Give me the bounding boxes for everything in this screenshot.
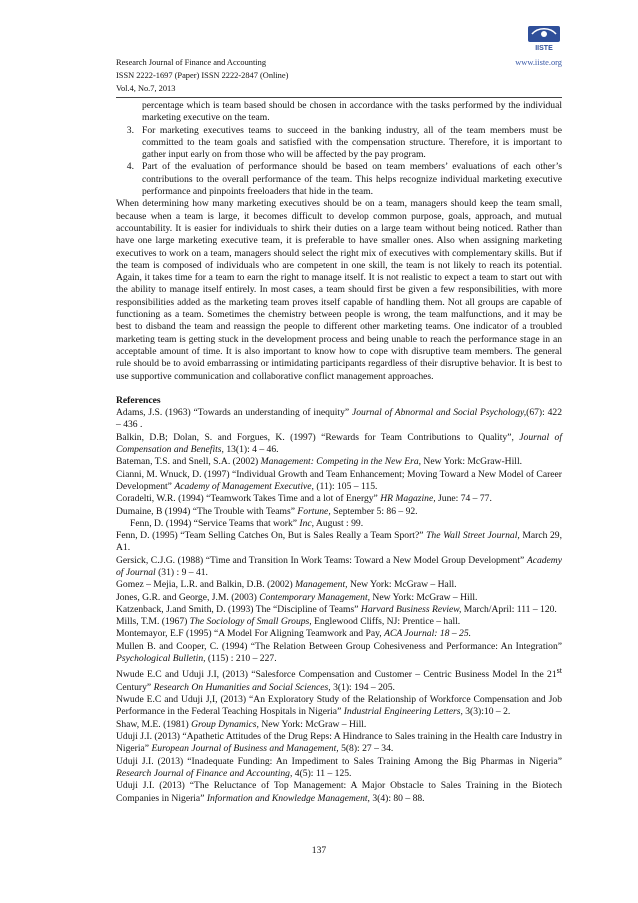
reference-item — [116, 530, 562, 555]
reference-details: 3(4): 80 – 88. — [369, 792, 425, 804]
reference-authors-title: Adams, J.S. (1963) “Towards an understanding of inequity” — [116, 407, 352, 419]
journal-url-link[interactable]: www.iiste.org — [515, 58, 562, 67]
reference-source: Psychological Bulletin, — [116, 653, 206, 665]
reference-details: New York: McGraw – Hill. — [258, 718, 367, 730]
reference-item — [116, 432, 562, 457]
reference-details: Englewood Cliffs, NJ: Prentice – hall. — [311, 616, 461, 628]
reference-item — [116, 641, 562, 666]
reference-source: Management, — [295, 579, 348, 591]
reference-authors-title: Uduji J.I. (2013) “Apathetic Attitudes of the Drug Reps: A Hindrance to Sales training in the Health care Industry in Nigeria” — [116, 731, 562, 755]
reference-details: March 29, A1. — [116, 530, 562, 554]
reference-item — [116, 579, 562, 591]
reference-details: March/April: 111 – 120. — [461, 603, 557, 615]
header-divider — [116, 97, 562, 98]
reference-details: 3(1): 194 – 205. — [330, 681, 395, 693]
reference-details: New York: McGraw-Hill. — [421, 456, 523, 468]
reference-details: (11): 105 – 115. — [313, 480, 378, 492]
reference-details: 13(1): 4 – 46. — [223, 444, 279, 456]
reference-item — [116, 555, 562, 580]
reference-item — [116, 719, 562, 731]
reference-item — [116, 731, 562, 756]
reference-item — [116, 756, 562, 781]
reference-authors-title: Shaw, M.E. (1981) — [116, 718, 192, 730]
reference-authors-title: Fenn, D. (1995) “Team Selling Catches On, But is Sales Really a Team Sport?” — [116, 530, 427, 542]
reference-details: New York: McGraw – Hall. — [347, 579, 457, 591]
reference-source: Journal of Abnormal and Social Psychology, — [351, 407, 527, 419]
reference-authors-title: Gomez – Mejia, L.R. and Balkin, D.B. (2002) — [116, 579, 296, 591]
reference-authors-title: Fenn, D. (1994) “Service Teams that work” — [130, 517, 300, 529]
reference-source: The Wall Street Journal, — [426, 530, 520, 542]
list-number: 4. — [126, 161, 134, 173]
reference-title-continued: Century” — [116, 681, 154, 693]
reference-superscript: st — [556, 666, 562, 676]
reference-item — [116, 604, 562, 616]
reference-source: HR Magazine, — [380, 493, 436, 505]
body-paragraph: When determining how many marketing executives should be on a team, managers should keep the team small, because when a team is large, it becomes difficult to develop common purpose, goals, approach, and mutual accountability. It is easier for individuals to shirk their duties on a large team without being noticed. Rather than have one large marketing executive team, it is preferable to have smaller ones. Also when assigning marketing executives to work on a team, managers should select the right mix of executives with complementary skills. But if the team is composed of individuals who are competent in one skill, the team is not likely to reach its potential. Again, it takes time for a team to earn the right to manage itself. It is not realistic to expect a team to start out with the ability to manage itself entirely. In most cases, a team should first be given a few responsibilities, with more responsibilities added as the marketing team proves itself capable of handling them. Not all groups are capable of functioning as a team. Sometimes the chemistry between people is wrong, the team malfunctions, and it may be best to disband the team and reassign the people to different other marketing teams. One indicator of a troubled marketing team is getting stuck in the development process and being unable to reach the performance stage in an acceptable amount of time. It is also important to know how to cope with disruptive team members. The general rule should be to avoid embarrassing or intimidating participants regardless of their disruptive behavior. It is best to use supportive communication and collaborative conflict management approaches. — [116, 198, 562, 382]
reference-source: Harvard Business Review, — [360, 603, 462, 615]
page-content — [116, 100, 562, 805]
reference-details: August : 99. — [314, 517, 364, 529]
reference-authors-title: Coradelti, W.R. (1994) “Teamwork Takes Time and a lot of Energy” — [116, 493, 381, 505]
journal-name: Research Journal of Finance and Accounting — [116, 58, 267, 67]
reference-authors-title: Dumaine, B (1994) “The Trouble with Teams” — [116, 505, 298, 517]
reference-source: Inc, — [299, 517, 315, 529]
reference-source: Academy of Journal — [116, 554, 562, 578]
reference-item — [116, 469, 562, 494]
reference-details: (115) : 210 – 227. — [205, 653, 277, 665]
reference-authors-title: Montemayor, E.F (1995) “A Model For Aligning Teamwork and Pay, — [116, 628, 385, 640]
reference-source: Industrial Engineering Letters, — [343, 706, 463, 718]
reference-authors-title: Mills, T.M. (1967) — [116, 616, 190, 628]
reference-source: Academy of Management Executive, — [174, 480, 314, 492]
reference-authors-title: Uduji J.I. (2013) “The Reluctance of Top Management: A Major Obstacle to Sales Training in the Biotech Companies in Nigeria” — [116, 780, 562, 804]
references-heading: References — [116, 394, 161, 406]
reference-source: Group Dynamics, — [191, 718, 259, 730]
reference-list — [116, 407, 562, 805]
list-item-4 — [116, 161, 562, 198]
reference-authors-title: Cianni, M. Wnuck, D. (1997) “Individual Growth and Team Enhancement; Moving Toward a New Model of Career Development” — [116, 468, 562, 492]
reference-item — [116, 665, 562, 694]
reference-details: 3(3):10 – 2. — [462, 706, 511, 718]
reference-source: Research Journal of Finance and Accounting, — [116, 767, 293, 779]
reference-authors-title: Nwude E.C and Uduji J,I, (2013) “An Exploratory Study of the Relationship of Workforce Compensation and Job Performance in the Federal Teaching Hospitals in Nigeria” — [116, 694, 562, 718]
reference-item — [116, 456, 562, 468]
volume-line: Vol.4, No.7, 2013 — [116, 84, 176, 93]
reference-item — [116, 592, 562, 604]
iiste-logo-icon — [526, 24, 562, 52]
issn-line: ISSN 2222-1697 (Paper) ISSN 2222-2847 (Online) — [116, 71, 289, 80]
reference-details: 4(5): 11 – 125. — [292, 767, 352, 779]
reference-source: European Journal of Business and Management, — [151, 743, 339, 755]
reference-details: New York: McGraw – Hill. — [370, 591, 478, 603]
reference-item — [116, 506, 562, 518]
reference-authors-title: Balkin, D.B; Dolan, S. and Forgues, K. (1997) “Rewards for Team Contributions to Quality”, — [116, 431, 520, 443]
reference-details: September 5: 86 – 92. — [330, 505, 418, 517]
reference-authors-title: Bateman, T.S. and Snell, S.A. (2002) — [116, 456, 261, 468]
list-text: For marketing executives teams to succeed in the banking industry, all of the team members must be committed to the team goals and satisfied with the compensation structure. Therefore, it is important to gather input early on from those who will be affected by the pay program. — [142, 124, 562, 161]
reference-source: Fortune, — [297, 505, 331, 517]
list-item-3 — [116, 125, 562, 162]
list-number: 3. — [126, 124, 134, 136]
reference-source: The Sociology of Small Groups, — [189, 616, 312, 628]
reference-details: 5(8): 27 – 34. — [338, 743, 394, 755]
list-item-2-continuation: percentage which is team based should be chosen in accordance with the tasks performed by the individual marketing executive on the team. — [142, 100, 562, 124]
reference-item — [116, 518, 562, 530]
reference-authors-title: Nwude E.C and Uduji J.I, (2013) “Salesforce Compensation and Customer – Centric Business Model In the 21 — [116, 669, 557, 681]
reference-item — [116, 616, 562, 628]
reference-authors-title: Mullen B. and Cooper, C. (1994) “The Relation Between Group Cohesiveness and Performance: An Integration” — [116, 640, 562, 652]
reference-source: Contemporary Management, — [259, 591, 371, 603]
reference-details: (67): 422 – 436 . — [116, 407, 562, 431]
reference-details: June: 74 – 77. — [435, 493, 492, 505]
reference-source: Information and Knowledge Management, — [206, 792, 370, 804]
reference-source: Research On Humanities and Social Sciences, — [153, 681, 331, 693]
reference-item — [116, 780, 562, 805]
reference-item — [116, 493, 562, 505]
reference-source: Journal of Compensation and Benefits, — [116, 431, 562, 456]
reference-item — [116, 694, 562, 719]
list-text: Part of the evaluation of performance should be based on team members’ evaluations of each other’s contributions to the overall performance of the team. This helps recognize individual marketing executive performance and pinpoints freeloaders that hide in the team. — [142, 161, 562, 198]
reference-authors-title: Jones, G.R. and George, J.M. (2003) — [116, 591, 260, 603]
reference-authors-title: Uduji J.I. (2013) “Inadequate Funding: An Impediment to Sales Training Among the Big Pharmas in Nigeria” — [116, 755, 562, 767]
reference-details: (31) : 9 – 41. — [155, 566, 208, 578]
reference-source: Management: Competing in the New Era, — [260, 456, 422, 468]
reference-source: ACA Journal: 18 – 25. — [384, 628, 472, 640]
running-header — [116, 56, 562, 95]
reference-authors-title: Gersick, C.J.G. (1988) “Time and Transition In Work Teams: Toward a New Model Group Development” — [116, 554, 527, 566]
reference-item — [116, 407, 562, 432]
reference-item — [116, 628, 562, 640]
reference-authors-title: Katzenback, J.and Smith, D. (1993) The “Discipline of Teams” — [116, 603, 361, 615]
logo-text: IISTE — [535, 45, 553, 52]
page-number: 137 — [311, 845, 327, 856]
